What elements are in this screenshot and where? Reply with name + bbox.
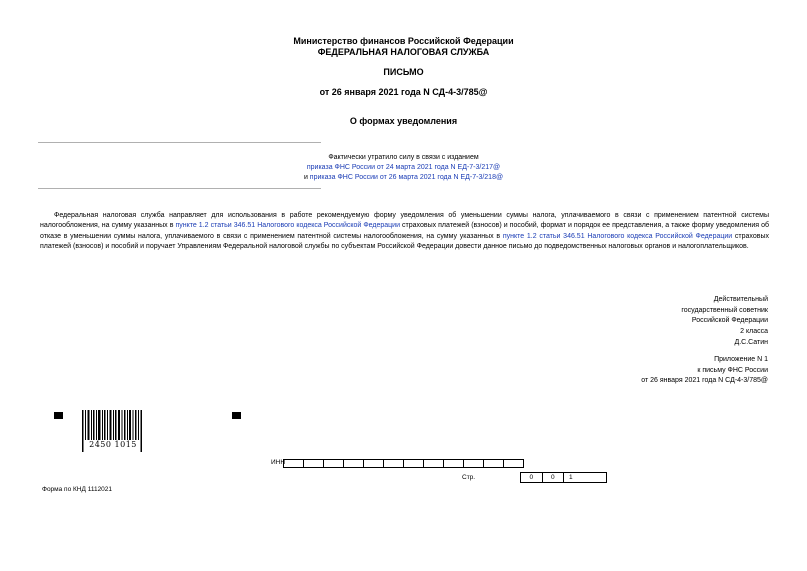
- inn-cell[interactable]: [403, 459, 424, 468]
- ministry-title: Министерство финансов Российской Федерации: [293, 36, 514, 46]
- barcode: [82, 410, 144, 457]
- body-text-part: страховых платежей (взносов) и пособий и поручает Управлениям Федеральной налоговой службы по субъектам Российской Федерации довести данное письмо до подведомственных налоговых органов и налогоплательщиков.: [40, 232, 769, 250]
- barcode-number: 2450 1015: [89, 440, 137, 449]
- service-title: ФЕДЕРАЛЬНАЯ НАЛОГОВАЯ СЛУЖБА: [317, 47, 490, 57]
- appendix-line: Приложение N 1: [714, 356, 768, 363]
- appendix-block: [641, 355, 768, 387]
- letter-body: [40, 211, 769, 252]
- inn-cell[interactable]: [343, 459, 364, 468]
- knd-code: Форма по КНД 1112021: [42, 486, 113, 493]
- inn-cell[interactable]: [383, 459, 404, 468]
- signature-line: 2 класса: [740, 328, 768, 336]
- signature-block: [681, 295, 768, 349]
- inn-cell[interactable]: [323, 459, 344, 468]
- separator-bottom: [38, 188, 321, 189]
- inn-cell[interactable]: [483, 459, 504, 468]
- inn-cell[interactable]: [363, 459, 384, 468]
- inn-cell[interactable]: [303, 459, 324, 468]
- signature-line: Действительный: [713, 296, 768, 303]
- signer-name: Д.С.Сатин: [734, 338, 768, 346]
- form-marker-right: [232, 412, 241, 419]
- signature-line: Российской Федерации: [691, 317, 768, 325]
- doc-type: ПИСЬМО: [383, 67, 424, 77]
- body-text-part: Федеральная налоговая служба направляет для использования в работе рекомендуемую форму уведомления об уменьшении суммы налога, уплачиваемого в связи с применением патентной системы налогообложения, на сумму указанных в: [40, 212, 769, 230]
- inn-cell[interactable]: [503, 459, 524, 468]
- body-text-part: страховых платежей (взносов) и пособий, формат и порядок ее представления, а также форму уведомления об отказе в уменьшении суммы налога, уплачиваемого в связи с применением патентной системы налогообложения, на сумму указанных в: [40, 222, 769, 240]
- inn-cells[interactable]: [284, 459, 524, 468]
- form-marker-left: [54, 412, 63, 419]
- signature-line: государственный советник: [681, 306, 768, 314]
- tax-code-link-1[interactable]: пункте 1.2 статьи 346.51 Налогового кодекса Российской Федерации: [175, 222, 400, 230]
- doc-subject: О формах уведомления: [349, 116, 458, 126]
- tax-code-link-2[interactable]: пункте 1.2 статьи 346.51 Налогового кодекса Российской Федерации: [502, 232, 733, 240]
- order-link-1[interactable]: приказа ФНС России от 24 марта 2021 года N ЕД-7-3/217@: [306, 164, 501, 171]
- page-label: Стр.: [462, 474, 476, 481]
- page-cell: 0: [520, 472, 543, 483]
- inn-label: ИНН: [271, 459, 286, 466]
- inn-cell[interactable]: [423, 459, 444, 468]
- inn-cell[interactable]: [443, 459, 464, 468]
- order-link-2[interactable]: приказа ФНС России от 26 марта 2021 года N ЕД-7-3/218@: [309, 174, 504, 181]
- inn-cell[interactable]: [283, 459, 304, 468]
- separator-top: [38, 142, 321, 143]
- page-cell: 0: [542, 472, 565, 483]
- doc-number: от 26 января 2021 года N СД-4-3/785@: [319, 87, 488, 97]
- status-note-prefix: и: [303, 174, 310, 181]
- appendix-line: к письму ФНС России: [697, 366, 768, 374]
- page-cell: 1: [563, 472, 607, 483]
- inn-cell[interactable]: [463, 459, 484, 468]
- status-note-line: Фактически утратило силу в связи с изданием: [328, 154, 479, 161]
- status-note: [0, 153, 807, 183]
- appendix-line: от 26 января 2021 года N СД-4-3/785@: [641, 377, 768, 385]
- page-cells: [521, 472, 607, 483]
